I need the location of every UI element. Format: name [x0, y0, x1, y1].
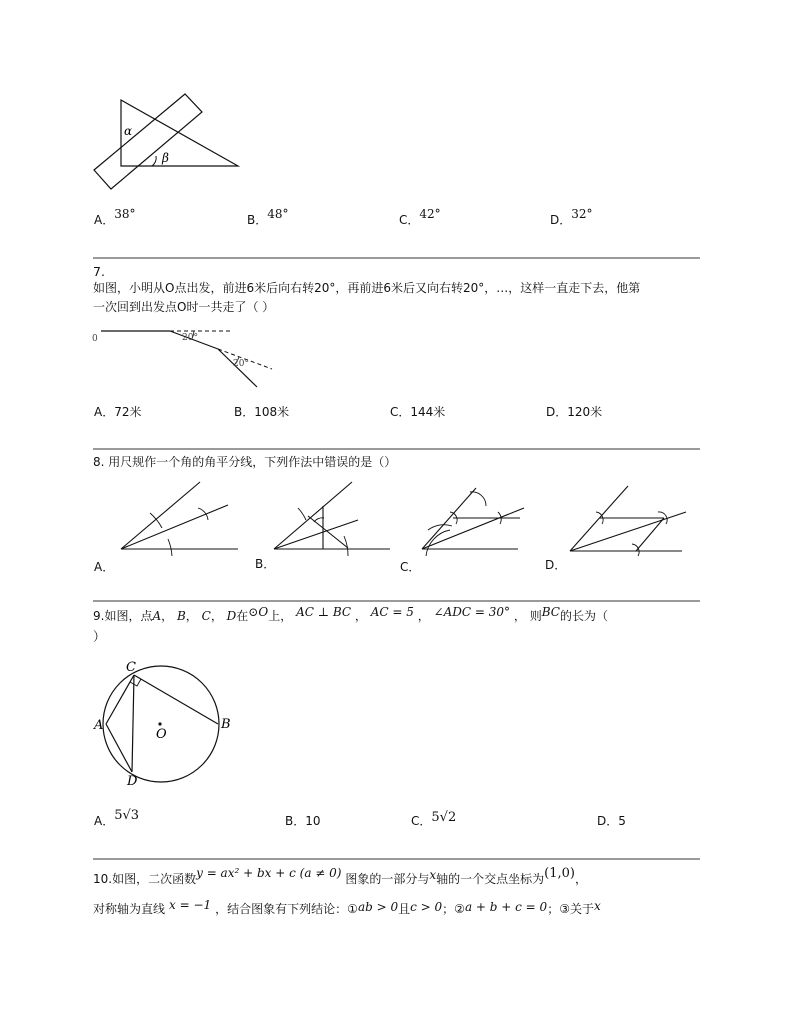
- q9-sep: ，: [185, 609, 198, 623]
- q9-point-a: A: [152, 609, 162, 623]
- q6-option-c-letter: C．: [399, 213, 420, 227]
- q8-figure-b: [268, 478, 418, 558]
- q10-semi2: ；: [547, 902, 560, 916]
- q9-option-c-letter: C．: [411, 814, 432, 828]
- q10-semi1: ；: [442, 902, 455, 916]
- q9-option-b-value: 10: [305, 814, 321, 828]
- q10-p4: ，: [574, 872, 587, 886]
- q10-p2: 图象的一部分与: [345, 872, 430, 886]
- q10-c1c: c > 0: [410, 900, 443, 914]
- q8b-cross-1: [308, 516, 348, 548]
- q6-option-a[interactable]: [94, 207, 136, 228]
- q9-p5: 的长为（: [559, 609, 608, 623]
- q10-axis: x = −1: [169, 898, 212, 912]
- q7-option-a-letter: A．: [94, 405, 115, 419]
- q7-option-d[interactable]: [546, 403, 602, 420]
- q9-label-d: D: [127, 774, 138, 789]
- q9-sep: ，: [210, 609, 223, 623]
- q10-c1: ①: [347, 902, 358, 916]
- q9-seg-cb: [134, 675, 218, 724]
- q9-point-b: B: [176, 609, 186, 623]
- q9-cond1: AC ⊥ BC: [296, 605, 352, 619]
- q6-label-beta: β: [162, 151, 169, 165]
- q7-text-line2: 一次回到出发点O时一共走了（ ）: [93, 300, 275, 314]
- q6-option-d-value: 32°: [571, 207, 593, 221]
- q9-option-b[interactable]: [285, 812, 321, 829]
- q8c-arc-3: [470, 492, 486, 506]
- q8-option-b[interactable]: B．: [255, 557, 276, 571]
- q9-label-o: O: [156, 727, 167, 742]
- q7-number: 7.: [93, 264, 105, 279]
- q10-c1a: ab > 0: [357, 900, 399, 914]
- q9-figure: [92, 655, 242, 795]
- q9-sep: ，: [513, 609, 526, 623]
- q10-x: x: [429, 868, 437, 882]
- q9-point-c: C: [201, 609, 211, 623]
- q10-function: y = ax² + bx + c (a ≠ 0): [196, 866, 342, 880]
- q7-text-line1: 如图，小明从O点出发，前进6米后向右转20°，再前进6米后又向右转20°，…，这样一直走下去，他第: [93, 281, 641, 295]
- q8-option-a[interactable]: A．: [94, 560, 115, 574]
- q9-option-c-value: 5√2: [431, 810, 457, 825]
- q8c-bisector: [422, 508, 524, 549]
- q8-figure-c: [418, 478, 548, 558]
- q9-text-line2: ）: [93, 629, 106, 644]
- q7-option-b-value: 108米: [254, 405, 290, 419]
- q9-label-c: C: [126, 660, 136, 675]
- q8a-arc-2: [168, 539, 172, 556]
- q9-option-b-letter: B．: [285, 814, 306, 828]
- q7-option-a-value: 72米: [114, 405, 142, 419]
- q8b-bisector: [274, 520, 358, 549]
- q7-option-c-letter: C．: [390, 405, 411, 419]
- q7-label-angle-2: 20°: [233, 359, 249, 369]
- q9-point-d: D: [226, 609, 237, 623]
- q8b-ray-upper: [274, 482, 352, 549]
- q9-p4: 则: [529, 609, 542, 623]
- q9-p3: 上，: [268, 609, 293, 623]
- q7-figure: [90, 324, 280, 394]
- q6-option-b-letter: B．: [247, 213, 268, 227]
- q10-p3: 轴的一个交点坐标为: [436, 872, 545, 886]
- q10-c3x: x: [593, 899, 601, 913]
- q10-c1b: 且: [398, 902, 411, 916]
- q7-option-c-value: 144米: [410, 405, 446, 419]
- q9-option-a-letter: A．: [94, 814, 115, 828]
- q6-option-c[interactable]: [399, 207, 441, 228]
- q7-label-angle-1: 20°: [182, 333, 198, 343]
- separator: [93, 448, 700, 450]
- q10-point: (1,0): [544, 866, 575, 881]
- q9-cond3: ∠ADC = 30°: [433, 605, 511, 619]
- q9-option-d-letter: D．: [597, 814, 619, 828]
- q6-option-b-value: 48°: [267, 207, 289, 221]
- q10-c2a: a + b + c = 0: [464, 900, 548, 914]
- q6-option-c-value: 42°: [419, 207, 441, 221]
- q9-p2: 在: [236, 609, 249, 623]
- q9-sep: ，: [161, 609, 174, 623]
- q7-label-o: 0: [92, 334, 98, 344]
- q9-circle-symbol: ⊙O: [248, 605, 269, 619]
- q9-text-line1: [93, 607, 608, 626]
- q9-option-a[interactable]: [94, 808, 140, 829]
- q6-option-b[interactable]: [247, 207, 289, 228]
- q9-seg-cd: [132, 675, 134, 772]
- q6-ruler: [94, 94, 202, 189]
- q9-center-dot: [158, 722, 161, 725]
- q6-option-a-letter: A．: [94, 213, 115, 227]
- q10-c3: ③关于: [559, 902, 594, 916]
- q9-option-c[interactable]: [411, 812, 456, 829]
- q9-option-a-value: 5√3: [114, 808, 140, 823]
- q9-p1: 9.如图，点: [93, 609, 153, 623]
- q7-option-a[interactable]: [94, 403, 142, 420]
- q9-cond2: AC = 5: [370, 605, 414, 619]
- q8-option-c[interactable]: C．: [400, 560, 421, 574]
- q8d-parallel-side: [636, 518, 664, 551]
- q8a-bisector: [121, 505, 228, 549]
- q10-l2p2: ，结合图象有下列结论：: [215, 902, 348, 916]
- q10-p1: 10.如图，二次函数: [93, 872, 197, 886]
- q9-label-b: B: [221, 717, 231, 732]
- q9-bc: BC: [541, 605, 560, 619]
- q6-option-a-value: 38°: [114, 207, 136, 221]
- q8-option-d[interactable]: D．: [545, 558, 567, 572]
- q9-sep: ，: [417, 609, 430, 623]
- q10-l2p1: 对称轴为直线: [93, 902, 166, 916]
- q6-option-d-letter: D．: [550, 213, 572, 227]
- q10-c2: ②: [454, 902, 465, 916]
- q6-angle-arc: [152, 156, 156, 166]
- q10-text-line1: [93, 866, 587, 889]
- q7-option-d-value: 120米: [567, 405, 603, 419]
- q6-label-alpha: α: [124, 124, 133, 138]
- q8-text: 8. 用尺规作一个角的角平分线，下列作法中错误的是（）: [93, 455, 397, 469]
- q8-figure-a: [118, 478, 248, 558]
- q9-label-a: A: [94, 718, 104, 733]
- q9-option-d[interactable]: [597, 812, 626, 829]
- q8a-ray-upper: [121, 482, 200, 549]
- separator: [93, 600, 700, 602]
- separator: [93, 858, 700, 860]
- q7-option-b-letter: B．: [234, 405, 255, 419]
- q9-sep: ，: [354, 609, 367, 623]
- q8-figure-d: [566, 480, 696, 560]
- q7-option-d-letter: D．: [546, 405, 568, 419]
- q9-option-d-value: 5: [618, 814, 626, 828]
- q7-option-c[interactable]: [390, 403, 445, 420]
- q8d-arc-3: [632, 544, 639, 556]
- q7-option-b[interactable]: [234, 403, 289, 420]
- separator: [93, 257, 700, 259]
- q6-figure: [90, 92, 260, 202]
- q10-text-line2: [93, 900, 601, 919]
- q8b-arc-1: [298, 508, 306, 520]
- q6-option-d[interactable]: [550, 207, 593, 228]
